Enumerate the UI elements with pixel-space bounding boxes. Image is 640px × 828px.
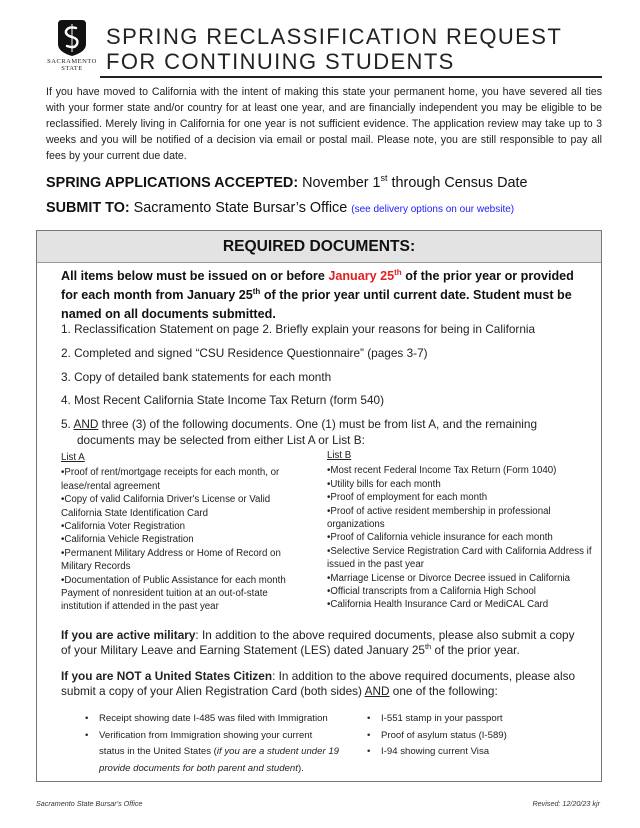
submit-label: SUBMIT TO:	[46, 200, 130, 216]
required-documents-heading: REQUIRED DOCUMENTS:	[37, 231, 601, 263]
list-b-item: •Official transcripts from a California High School	[327, 586, 536, 598]
item5-and: AND	[73, 417, 99, 431]
applications-sup: st	[380, 173, 388, 184]
hornet-s-logo-icon	[46, 18, 98, 58]
list-b-item: •Most recent Federal Income Tax Return (Form 1040)	[327, 465, 557, 477]
option-cont-2: ).	[297, 762, 304, 774]
req-text-2: of the prior year or provided for each month from January 25	[61, 269, 574, 302]
applications-text-post: through Census Date	[387, 175, 528, 191]
option-bullet	[83, 728, 363, 778]
citizen-and: AND	[364, 684, 390, 698]
logo-text-line1: SACRAMENTO	[47, 58, 97, 65]
list-b-item: •Proof of active resident membership in professional organizations	[327, 505, 551, 531]
title-line2: FOR CONTINUING STUDENTS	[106, 49, 455, 74]
footer-right: Revised: 12/20/23 kjr	[532, 799, 600, 808]
list-b-item: •Utility bills for each month	[327, 478, 441, 490]
option-bullet: • I-551 stamp in your passport	[365, 711, 585, 728]
requirements-statement	[61, 267, 581, 324]
list-b-item: •Selective Service Registration Card with California Address if issued in the past year	[327, 545, 592, 571]
option-bullet-text: Verification from Immigration showing your current	[99, 729, 313, 741]
page-header	[46, 18, 602, 78]
option-bullet: • I-94 showing current Visa	[365, 744, 585, 761]
list-b-item: •Marriage License or Divorce Decree issued in California	[327, 572, 570, 584]
list-a	[61, 451, 311, 614]
submit-text: Sacramento State Bursar’s Office	[129, 200, 352, 216]
list-a-item: •California Voter Registration	[61, 521, 186, 533]
list-b-item: •Proof of California vehicle insurance for each month	[327, 532, 553, 544]
citizen-end: one of the following:	[389, 684, 498, 698]
non-citizen-paragraph	[61, 669, 587, 699]
military-sup: th	[424, 642, 432, 652]
list-b	[327, 449, 597, 612]
header-divider	[100, 76, 602, 78]
document-item: 3. Copy of detailed bank statements for each month	[61, 370, 332, 384]
footer-left: Sacramento State Bursar's Office	[36, 799, 143, 808]
option-bullet-cont	[99, 744, 363, 777]
document-item-5	[61, 416, 581, 448]
list-b-item: •Proof of employment for each month	[327, 492, 488, 504]
req-text-1: All items below must be issued on or before	[61, 269, 329, 283]
item5-text: three (3) of the following documents. One (1) must be from list A, and the remaining	[98, 417, 538, 431]
list-a-item: •California Vehicle Registration	[61, 534, 194, 546]
item5-number: 5.	[61, 417, 74, 431]
logo-text-line2: STATE	[61, 65, 83, 72]
option-bullet: • Receipt showing date I-485 was filed with Immigration	[83, 711, 363, 728]
option-cont-1: status in the United States (	[99, 746, 217, 757]
req-date	[328, 269, 401, 283]
citizen-text: : In addition to the above required documents, please also submit a copy of your Alien Registration Card (both sides)	[61, 669, 576, 698]
military-end: of the prior year.	[431, 643, 520, 657]
list-a-item: •Copy of valid California Driver's License or Valid California State Identification Card	[61, 494, 271, 519]
list-b-item: •California Health Insurance Card or MediCAL Card	[327, 599, 549, 611]
submit-to-line	[46, 198, 514, 220]
active-military-paragraph	[61, 628, 587, 658]
option-bullet: • Proof of asylum status (I-589)	[365, 728, 585, 745]
list-a-item: •Permanent Military Address or Home of Record on Military Records	[61, 547, 281, 573]
req-text-2-sup: th	[252, 286, 261, 296]
item5-continuation: documents may be selected from either List A or List B:	[77, 433, 365, 447]
document-item: 4. Most Recent California State Income Tax Return (form 540)	[61, 393, 385, 407]
sacramento-state-logo	[46, 18, 98, 76]
military-text: : In addition to the above required documents, please also submit a copy of your Military Leave and Earning Statement (LES) dated January 25	[61, 628, 575, 657]
applications-text-pre: November 1	[298, 175, 381, 191]
applications-accepted-line	[46, 173, 528, 193]
delivery-options-link[interactable]: (see delivery options on our website)	[351, 204, 515, 215]
citizen-label: If you are NOT a United States Citizen	[61, 669, 273, 683]
list-b-title: List B	[327, 450, 352, 461]
document-item: 2. Completed and signed “CSU Residence Questionnaire” (pages 3-7)	[61, 346, 428, 360]
req-date-sup: th	[394, 267, 402, 277]
title-line1: SPRING RECLASSIFICATION REQUEST	[106, 24, 563, 49]
non-citizen-options-left	[83, 711, 363, 777]
military-label: If you are active military	[61, 628, 196, 642]
intro-paragraph: If you have moved to California with the intent of making this state your permanent home, you have severed all ties with your former state and/or country for at least one year, and are financially independent you may be eligible to be reclassified. Merely living in California for one year is not sufficient evidence. The application review may take up to 3 weeks and you will be notified of a decision via email or postal mail. Please note, you are still responsible to pay all fees by your current due date.	[46, 86, 602, 162]
page-title	[106, 24, 562, 74]
option-cont-italic: if you are a student under 19 provide documents for both parent and student	[99, 746, 339, 774]
list-a-item: •Proof of rent/mortgage receipts for each month, or lease/rental agreement	[61, 467, 280, 492]
req-text-3: of the prior year until current date. Student must be named on all documents submitted.	[61, 288, 572, 321]
applications-label: SPRING APPLICATIONS ACCEPTED:	[46, 175, 299, 191]
document-item: 1. Reclassification Statement on page 2. Briefly explain your reasons for being in California	[61, 322, 536, 336]
required-documents-box	[36, 230, 602, 782]
list-a-item: •Documentation of Public Assistance for each month Payment of nonresident tuition at an out-of-state institution if attended in the past year	[61, 574, 286, 613]
non-citizen-options-right	[365, 711, 585, 761]
list-a-title: List A	[61, 452, 85, 463]
req-date-text: January 25	[328, 269, 395, 283]
